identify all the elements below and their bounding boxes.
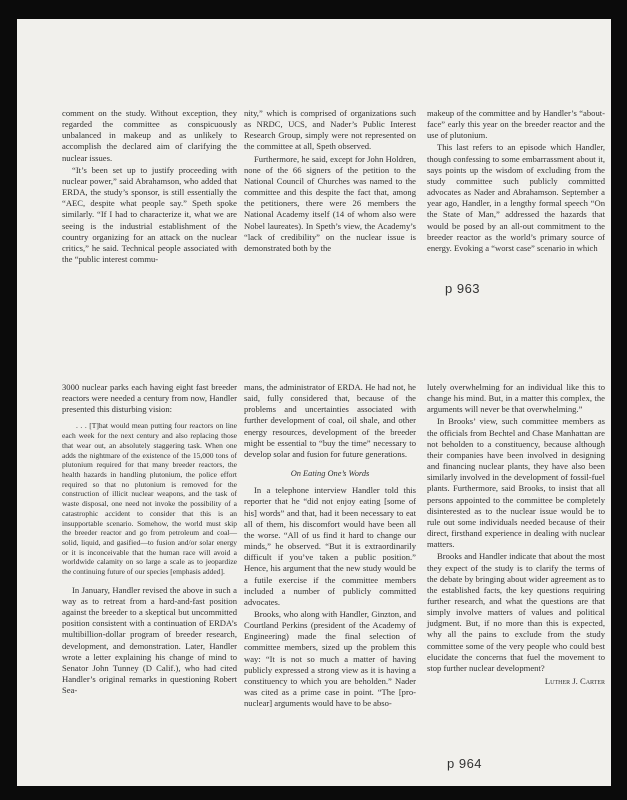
paragraph: “It’s been set up to justify proceeding with nuclear power,” said Abrahamson, who added that ERDA, the study’s sponsor, is still essentially the “AEC, despite what people say.” Speth spoke similarly. “If I had to characterize it, what we are seeing is the industrial establishment of the country organizing for an attack on the nuclear critics,” he said. Technical people associated with the “public interest commu-	[62, 164, 237, 265]
paragraph: makeup of the committee and by Handler’s “about-face” early this year on the breeder reactor and the use of plutonium.	[427, 108, 605, 141]
paragraph: mans, the administrator of ERDA. He had not, he said, fully considered that, because of the problems and uncertainties associated with further development of coal, oil shale, and other energy resources, development of the breeder might be essential to “buy the time” necessary to develop solar and fusion for future generations.	[244, 382, 416, 459]
paragraph: Brooks, who along with Handler, Ginzton, and Courtland Perkins (president of the Academy of Engineering) made the final selection of committee members, sized up the problem this way: “It is not so much a matter of having publicly expressed a strong view as it is having a constituency to which you are beholden.” Nader was cited as a prime case in point. “The [pro-nuclear] arguments would have to be abso-	[244, 608, 416, 709]
bottom-column-1	[62, 382, 237, 697]
block-quote: . . . [T]hat would mean putting four reactors on line each week for the next century and also replacing those that wear out, an absolutely staggering task. When one adds the nightmare of the existence of the 15,000 tons of plutonium required for that many breeder reactors, the health hazards in handling plutonium, the police effort required so that no plutonium is removed for the construction of illicit nuclear weapons, and the task of waste disposal, one need not invoke the possibility of a catastrophic accident to consider that this is an insupportable scenario. Somehow, the world must skip the breeder reactor and go from petroleum and coal—solid, liquid, and gasified—to fusion and/or solar energy or it is inconceivable that the human race will avoid a worldwide calamity on so large a scale as to jeopardize the continuing future of our species [emphasis added].	[62, 421, 237, 577]
paragraph: Brooks and Handler indicate that about the most they expect of the study is to clarify the terms of the debate by bringing about wider agreement as to the established facts, the key questions requiring further research, and what the questions are that simply involve matters of values and political judgment. But, if no more than this is expected, why all the pains to exclude from the study committee some of the very people who could best elucidate the concerns that fuel the movement to stop further nuclear development?	[427, 551, 605, 673]
paragraph: Furthermore, he said, except for John Holdren, none of the 66 signers of the petition to the National Council of Churches was named to the committee and this despite the fact that, among the petitioners, there were 26 members the National Academy itself (14 of whom also were Nobel laureates). In Speth’s view, the Academy’s “lack of credibility” on the nuclear issue is demonstrated both by the	[244, 153, 416, 253]
paragraph: comment on the study. Without exception, they regarded the committee as conspicuously unbalanced in makeup and as unlikely to accomplish the declared aim of clarifying the nuclear issues.	[62, 108, 237, 163]
author-signature: Luther J. Carter	[544, 676, 605, 687]
scanned-page	[17, 19, 611, 786]
paragraph: In a telephone interview Handler told this reporter that he “did not enjoy eating [some of his] words” and that, had it been necessary to eat all of them, his discomfort would have been all the worse. “All of us find it hard to change our minds,” he observed. “But it is extraordinarily difficult if you’ve taken a public position.” Hence, his argument that the new study would be a futile exercise if the committee members included a number of publicly committed advocates.	[244, 485, 416, 607]
top-column-3	[427, 108, 605, 255]
paragraph: nity,” which is comprised of organizations such as NRDC, UCS, and Nader’s Public Interest Research Group, simply were not represented on the committee at all, Speth observed.	[244, 108, 416, 152]
page-number-964: p 964	[447, 756, 483, 771]
section-subheading: On Eating One’s Words	[290, 469, 370, 479]
paragraph: In January, Handler revised the above in such a way as to retreat from a hard-and-fast position against the breeder to a skeptical but uncommitted position consistent with a continuation of ERDA’s multibillion-dollar program of breeder research, development, and demonstration. Later, Handler wrote a letter explaining his change of mind to Senator John Tunney (D Calif.), who had cited Handler’s original remarks in questioning Robert Sea-	[62, 584, 237, 696]
bottom-column-2	[244, 382, 416, 710]
paragraph: lutely overwhelming for an individual like this to change his mind. But, in a matter this complex, the arguments will never be that overwhelming.”	[427, 382, 605, 415]
top-column-2	[244, 108, 416, 255]
paragraph: In Brooks’ view, such committee members as the officials from Bechtel and Chase Manhattan are not beholden to a constituency, because although their companies have been involved in designing and financing nuclear plants, they have also been similarly involved in the development of fossil-fuel plants. Furthermore, said Brooks, to insist that all persons appointed to the committee be completely disinterested as to the nuclear issue would be to rule out some individuals needed because of their direct, firsthand experience in dealing with nuclear matters.	[427, 416, 605, 550]
paragraph: 3000 nuclear parks each having eight fast breeder reactors were needed a century from now, Handler presented this disturbing vision:	[62, 382, 237, 415]
page-number-963: p 963	[445, 281, 481, 296]
bottom-column-3	[427, 382, 605, 688]
top-column-1	[62, 108, 237, 266]
paragraph: This last refers to an episode which Handler, though confessing to some embarrassment about it, says points up the wisdom of excluding from the study committee such publicly committed advocates as Nader and Abrahamson. September a year ago, Handler, in a lengthy formal speech “On the State of Man,” addressed the hazards that would be posed by an all-out commitment to the breeder reactor as the world’s primary source of energy. Evoking a “worst case” scenario in which	[427, 142, 605, 253]
